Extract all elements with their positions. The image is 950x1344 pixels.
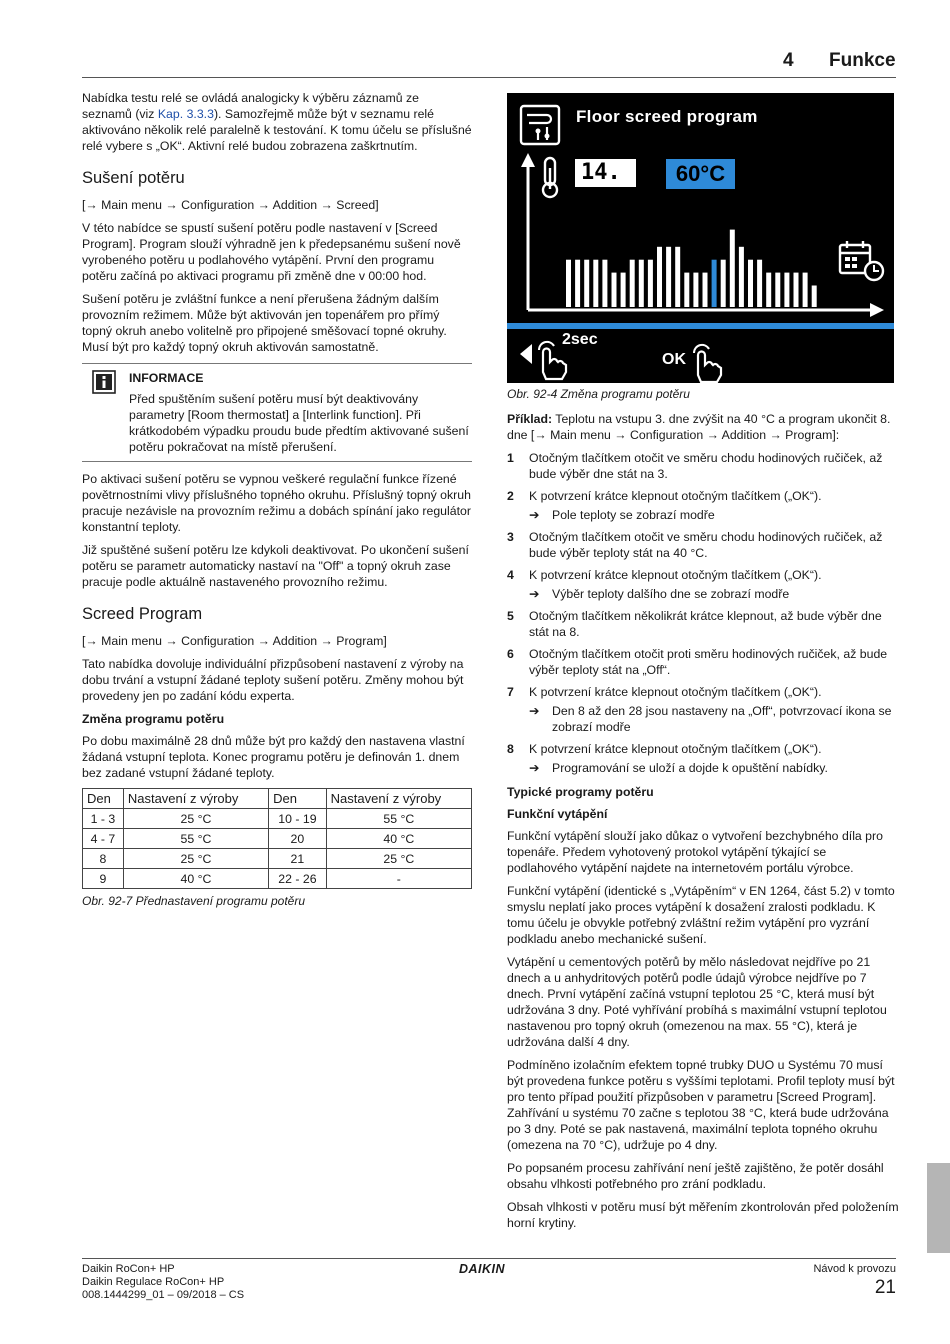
table-caption: Obr. 92-7 Přednastavení programu potěru (82, 894, 306, 908)
drying-paragraph-1: V této nabídce se spustí sušení potěru podle nastavení v [Screed Program]. Program slouží výhradně jen k předepsanému sušení nově vyrobeného potěru u podlahového vytápění. První den programu potěru začíná po aktivaci programu při změně dne v 00:00 hod. (82, 221, 461, 283)
step-result (529, 760, 899, 776)
table-cell: 55 °C (326, 809, 471, 829)
table-header-cell: Nastavení z výroby (123, 789, 268, 809)
step-number: 6 (507, 647, 514, 661)
chapter-side-tab (927, 1163, 950, 1253)
functional-paragraph-1: Funkční vytápění slouží jako důkaz o vytvoření bezchybného díla pro topenáře. Předem vyhotovený protokol vytápění týkající se podlahového vytápění najdete na internetovém portálu výrobce. (507, 829, 883, 875)
day-bar (784, 273, 789, 307)
heading-screed-drying: Sušení potěru (82, 169, 185, 187)
intro-paragraph (82, 90, 472, 154)
step-item (507, 684, 899, 735)
table-header-row (83, 789, 472, 809)
footer-rule (82, 1258, 896, 1259)
step-text: K potvrzení krátce klepnout otočným tlačítkem („OK“). (529, 489, 822, 503)
info-text: Před spuštěním sušení potěru musí být deaktivovány parametry [Room thermostat] a [Interlink function]. Při krátkodobém výpadku proudu bude předtím aktivované sušení potěru pokračovat na místě přerušení. (129, 392, 469, 454)
table-header-cell: Den (269, 789, 326, 809)
table-header-cell: Nastavení z výroby (326, 789, 471, 809)
step-item (507, 741, 899, 776)
functional-paragraph-2: Funkční vytápění (identické s „Vytápěním“ v EN 1264, část 5.2) v tomto smyslu neplatí jako proces vytápění k dosažení zralosti podkladu. K tomu účelu je obvykle potřebný zvláštní režim vytápění pro vyzrání podkladu anebo mechanické sušení. (507, 884, 895, 946)
chapter-link[interactable]: Kap. 3.3.3 (157, 107, 214, 121)
thermometer-icon (543, 158, 557, 197)
table-cell: 10 - 19 (269, 809, 326, 829)
step-result (529, 507, 899, 523)
day-bar (766, 273, 771, 307)
temperature-field[interactable]: 60°C (666, 159, 735, 189)
display-divider (507, 323, 894, 329)
day-bars (566, 230, 817, 307)
footer-product-info (82, 1263, 244, 1302)
step-result-text: Programování se uloží a dojde k opuštění nabídky. (552, 761, 828, 775)
step-number: 3 (507, 530, 514, 544)
program-paragraph-1: Tato nabídka dovoluje individuální přizpůsobení nastavení z výroby na dobu trvání a vstupní žádané teploty sušení potěru. Změny mohou být provedeny jen po zadání kódu experta. (82, 657, 464, 703)
day-bar (566, 260, 571, 307)
step-number: 5 (507, 609, 514, 623)
table-cell: 55 °C (123, 829, 268, 849)
info-title: INFORMACE (129, 371, 204, 385)
steps-list (507, 450, 899, 776)
table-header-cell: Den (83, 789, 124, 809)
day-bar (703, 273, 708, 307)
table-cell: 1 - 3 (83, 809, 124, 829)
calendar-clock-icon (840, 241, 883, 280)
step-item (507, 488, 899, 523)
display-title: Floor screed program (576, 107, 758, 126)
program-menu-path: [→ Main menu → Configuration → Addition → Program] (82, 634, 387, 648)
step-result-text: Pole teploty se zobrazí modře (552, 508, 715, 522)
step-item (507, 529, 899, 561)
info-box (82, 363, 472, 462)
day-bar (739, 247, 744, 307)
hold-duration-label: 2sec (562, 331, 598, 348)
step-result (529, 586, 899, 602)
table-row (83, 869, 472, 889)
result-arrow-icon: ➔ (529, 587, 540, 601)
table-cell: 40 °C (123, 869, 268, 889)
table-cell: 25 °C (123, 849, 268, 869)
step-number: 2 (507, 489, 514, 503)
day-bar (684, 273, 689, 307)
left-column (82, 90, 472, 918)
functional-paragraph-5: Po popsaném procesu zahřívání není ještě zajištěno, že potěr dosáhl obsahu vlhkosti potřebného pro zrání podkladu. (507, 1161, 884, 1191)
table-cell: - (326, 869, 471, 889)
day-bar (639, 260, 644, 307)
heading-screed-program: Screed Program (82, 605, 203, 623)
day-bar (757, 260, 762, 307)
result-arrow-icon: ➔ (529, 761, 540, 775)
functional-paragraph-6: Obsah vlhkosti v potěru musí být měřením zkontrolován před položením horní krytiny. (507, 1200, 899, 1230)
day-bar (630, 260, 635, 307)
screed-program-icon (521, 106, 559, 144)
intro-text-end: ). Samozřejmě může být v seznamu relé aktivováno několik relé paralelně k testování. K tomu účelu se příslušné relé vybere s „OK“. Aktivní relé budou zobrazena zaškrtnutím. (82, 107, 472, 153)
day-bar (794, 273, 799, 307)
day-bar (657, 247, 662, 307)
step-number: 4 (507, 568, 514, 582)
ok-label[interactable]: OK (662, 351, 686, 368)
table-row (83, 829, 472, 849)
step-text: Otočným tlačítkem otočit ve směru chodu hodinových ručiček, až bude výběr dne stát na 3. (529, 451, 883, 481)
step-text: K potvrzení krátce klepnout otočným tlačítkem („OK“). (529, 742, 822, 756)
drying-paragraph-3: Po aktivaci sušení potěru se vypnou veškeré regulační funkce řízené povětrnostními vlivy příslušného topného okruhu. Příslušný topný okruh pracuje nezávisle na provozním režimu a dobách spínání jako regulátor konstantní teploty. (82, 472, 471, 534)
table-cell: 4 - 7 (83, 829, 124, 849)
day-bar (621, 273, 626, 307)
result-arrow-icon: ➔ (529, 704, 540, 718)
day-bar (602, 260, 607, 307)
step-item (507, 608, 899, 640)
step-text: K potvrzení krátce klepnout otočným tlačítkem („OK“). (529, 568, 822, 582)
heading-typical-programs: Typické programy potěru (507, 785, 654, 799)
footer-line-1: Daikin RoCon+ HP (82, 1263, 175, 1275)
day-bar (648, 260, 653, 307)
drying-paragraph-2: Sušení potěru je zvláštní funkce a není přerušena žádným dalším provozním režimem. Může být aktivován jen topenářem pro přímý topný okruh anebo volitelně pro připojené směšovací topné okruhy. Musí být pro každý topný okruh aktivován samostatně. (82, 292, 447, 354)
brand-logo: DAIKIN (459, 1262, 506, 1276)
right-column (507, 386, 899, 1238)
change-paragraph: Po dobu maximálně 28 dnů může být pro každý den nastavena vlastní žádaná vstupní teplota. Konec programu potěru je definován 1. dnem bez zadané vstupní žádané teploty. (82, 734, 465, 780)
table-cell: 21 (269, 849, 326, 869)
drying-paragraph-4: Již spuštěné sušení potěru lze kdykoli deaktivovat. Po ukončení sušení potěru se parametr automaticky nastaví na "Off" a topný okruh zase pracuje podle aktuálně nastaveného provozního režimu. (82, 543, 469, 589)
step-number: 7 (507, 685, 514, 699)
heading-program-change: Změna programu potěru (82, 712, 225, 726)
header-rule (82, 77, 896, 78)
day-bar (812, 286, 817, 308)
step-text: K potvrzení krátce klepnout otočným tlačítkem („OK“). (529, 685, 822, 699)
day-bar (693, 273, 698, 307)
day-bar (666, 247, 671, 307)
info-icon (92, 370, 116, 394)
table-row (83, 809, 472, 829)
day-bar (675, 247, 680, 307)
step-text: Otočným tlačítkem otočit ve směru chodu hodinových ručiček, až bude výběr teploty stát na 40 °C. (529, 530, 883, 560)
result-arrow-icon: ➔ (529, 508, 540, 522)
step-number: 8 (507, 742, 514, 756)
table-cell: 40 °C (326, 829, 471, 849)
table-row (83, 849, 472, 869)
footer-line-2: Daikin Regulace RoCon+ HP (82, 1276, 225, 1288)
day-bar (584, 260, 589, 307)
heading-functional-heating: Funkční vytápění (507, 807, 608, 821)
day-bar (775, 273, 780, 307)
day-bar (712, 260, 717, 307)
table-cell: 9 (83, 869, 124, 889)
drying-menu-path: [→ Main menu → Configuration → Addition → Screed] (82, 198, 379, 212)
chapter-number: 4 (783, 50, 794, 71)
factory-settings-table (82, 788, 472, 889)
day-bar (612, 273, 617, 307)
functional-paragraph-3: Vytápění u cementových potěrů by mělo následovat nejdříve po 21 dnech a u anhydritových potěrů podle údajů výrobce nejdříve po 7 dnech. První vytápění začíná vstupní teplotou 25 °C, která musí být udržována 3 dny. Poté vyhřívání probíhá s maximální vstupní teplotou nastavenou pro topný okruh (omezenou na max. 55 °C), která je udržována další 4 dny. (507, 955, 887, 1049)
intro-text: Nabídka testu relé se ovládá analogicky k výběru záznamů ze seznamů (viz (82, 91, 419, 121)
functional-paragraph-4: Podmíněno izolačním efektem topné trubky DUO u Systému 70 musí být provedena funkce potěru s vyššími teplotami. Profil teploty musí být pro tento případ použití přizpůsoben v parametru [Screed Program]. Zahřívání u systému 70 začne s teplotou 38 °C, která bude udržována po 3 dny. Poté se pak nastavená, maximální teplota topného okruhu (omezena na 70 °C), udržuje po 4 dny. (507, 1058, 895, 1152)
day-bar (721, 260, 726, 307)
back-arrow-icon (520, 344, 532, 364)
footer-line-3: 008.1444299_01 – 09/2018 – CS (82, 1289, 245, 1301)
step-text: Otočným tlačítkem několikrát krátce klepnout, až bude výběr dne stát na 8. (529, 609, 882, 639)
table-cell: 25 °C (326, 849, 471, 869)
step-item (507, 646, 899, 678)
example-label: Příklad: (507, 412, 553, 426)
footer-doc-type: Návod k provozu (813, 1263, 896, 1275)
day-bar (748, 260, 753, 307)
day-bar (575, 260, 580, 307)
table-cell: 25 °C (123, 809, 268, 829)
step-result-text: Den 8 až den 28 jsou nastaveny na „Off“, potvrzovací ikona se zobrazí modře (552, 704, 892, 734)
screen-caption: Obr. 92-4 Změna programu potěru (507, 387, 690, 401)
step-item (507, 450, 899, 482)
table-cell: 8 (83, 849, 124, 869)
step-text: Otočným tlačítkem otočit proti směru hodinových ručiček, až bude výběr teploty stát na „Off“. (529, 647, 888, 677)
chapter-title: Funkce (829, 50, 896, 71)
table-cell: 22 - 26 (269, 869, 326, 889)
step-result-text: Výběr teploty dalšího dne se zobrazí modře (552, 587, 790, 601)
day-bar (593, 260, 598, 307)
example-text: Teplotu na vstupu 3. dne zvýšit na 40 °C a program ukončit 8. dne [→ Main menu → Configuration → Addition → Program]: (507, 412, 891, 442)
example-paragraph (507, 411, 899, 443)
day-field[interactable]: 14. (575, 159, 636, 187)
day-bar (730, 230, 735, 307)
step-number: 1 (507, 451, 514, 465)
page-number: 21 (874, 1277, 896, 1298)
controller-display (507, 93, 894, 383)
step-item (507, 567, 899, 602)
table-cell: 20 (269, 829, 326, 849)
day-bar (803, 273, 808, 307)
step-result (529, 703, 899, 735)
press-ok-icon (694, 345, 721, 382)
